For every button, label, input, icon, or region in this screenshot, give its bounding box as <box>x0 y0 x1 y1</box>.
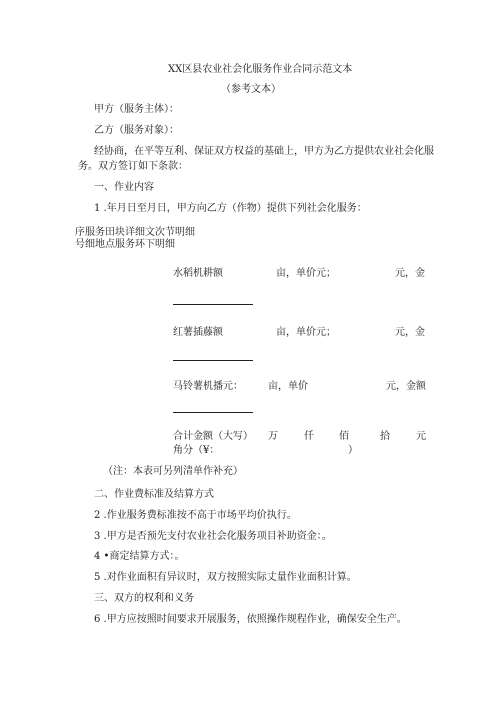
item-3-name: 马铃薯机播元： <box>173 381 243 392</box>
item-2-name: 红薯插藤额 <box>173 327 223 338</box>
party-a-line: 甲方（服务主体）： <box>94 104 179 115</box>
clause-3: 3 .甲方是否预先支付农业社会化服务项目补助资金：。 <box>94 531 332 542</box>
table-header-line-2: 号细地点服务环下明细 <box>75 239 175 250</box>
item-1-unit: 亩，单价元； <box>276 268 336 279</box>
total-unit-yuan: 元 <box>416 431 426 442</box>
clause-5: 5 .对作业面积有异议时，双方按照实际丈量作业面积计算。 <box>94 572 357 583</box>
total-unit-qian: 仟 <box>304 431 314 442</box>
item-2-unit: 亩，单价元； <box>276 327 336 338</box>
item-2-suffix: 元，金 <box>395 327 425 338</box>
clause-1: 1 .年月日至月日，甲方向乙方（作物）提供下列社会化服务： <box>94 203 367 214</box>
total-jiao-fen: 角分（¥： <box>173 445 220 456</box>
total-close-paren: ） <box>348 445 358 456</box>
party-b-line: 乙方（服务对象）： <box>94 125 179 136</box>
clause-4: 4 •商定结算方式：。 <box>94 551 185 562</box>
table-header-line-1: 序服务田块详细文次节明细 <box>75 227 195 238</box>
item-1-suffix: 元，金 <box>395 268 425 279</box>
table-note: （注：本表可另列清单作补充） <box>103 466 243 477</box>
section-1-heading: 一、作业内容 <box>94 182 154 193</box>
total-unit-bai: 佰 <box>339 431 349 442</box>
item-3-amount-blank <box>173 412 253 413</box>
total-unit-shi: 拾 <box>380 431 390 442</box>
item-1-name: 水稻机耕额 <box>173 268 223 279</box>
total-unit-wan: 万 <box>268 431 278 442</box>
preamble-line-2: 务。双方签订如下条款： <box>78 161 188 172</box>
item-1-amount-blank <box>173 304 253 305</box>
clause-2: 2 .作业服务费标准按不高于市场平均价执行。 <box>94 510 297 521</box>
document-subtitle: （参考文本） <box>221 84 281 95</box>
item-3-unit: 亩，单价 <box>268 381 308 392</box>
total-label: 合计金额（大写） <box>173 431 253 442</box>
section-2-heading: 二、作业费标准及结算方式 <box>94 489 214 500</box>
document-title: XX区县农业社会化服务作业合同示范文本 <box>168 64 353 75</box>
item-3-suffix: 元，金额 <box>386 381 426 392</box>
item-2-amount-blank <box>173 360 253 361</box>
preamble-line-1: 经协商，在平等互利、保证双方权益的基础上，甲方为乙方提供农业社会化服 <box>94 146 434 157</box>
section-3-heading: 三、双方的权利和义务 <box>94 593 194 604</box>
clause-6: 6 .甲方应按照时间要求开展服务，依照操作规程作业，确保安全生产。 <box>94 614 407 625</box>
